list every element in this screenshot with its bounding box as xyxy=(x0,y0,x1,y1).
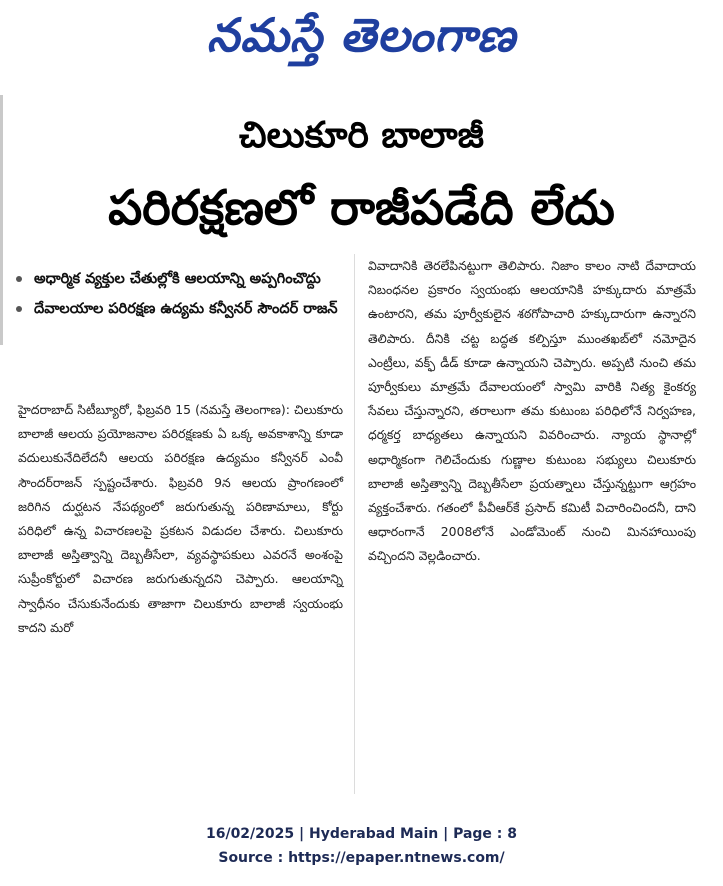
highlight-item xyxy=(14,268,344,290)
masthead-title: నమస్తే తెలంగాణ xyxy=(206,8,517,62)
footer xyxy=(0,822,723,870)
article-body-left: హైదరాబాద్ సిటీబ్యూరో, ఫిబ్రవరి 15 (నమస్తే తెలంగాణ): చిలుకూరు బాలాజీ ఆలయ ప్రయోజనాల పరిరక్షణకు ఏ ఒక్క అవకాశాన్ని కూడా వదులుకునేదిలేదనీ ఆలయ పరిరక్షణ ఉద్యమం కన్వీనర్ ఎంవీ సౌందర్‌రాజన్ స్పష్టంచేశారు. ఫిబ్రవరి 9న ఆలయ ప్రాంగణంలో జరిగిన దుర్ఘటన నేపథ్యంలో జరుగుతున్న పరిణామాలు, కోర్టు పరిధిలో ఉన్న విచారణలపై ప్రకటన విడుదల చేశారు. చిలుకూరు బాలాజీ అస్తిత్వాన్ని దెబ్బతీసేలా, వ్యవస్థాపకులు ఎవరనే అంశంపై సుప్రీంకోర్టులో విచారణ జరుగుతున్నదని చెప్పారు. ఆలయాన్ని స్వాధీనం చేసుకునేందుకు తాజాగా చిలుకూరు బాలాజీ స్వయంభు కాదని మరో xyxy=(18,402,343,635)
highlight-text: దేవాలయాల పరిరక్షణ ఉద్యమ కన్వీనర్ సౌందర్ రాజన్ xyxy=(34,301,338,317)
article-headline: పరిరక్షణలో రాజీపడేది లేదు xyxy=(108,180,615,236)
highlight-text: అధార్మిక వ్యక్తుల చేతుల్లోకి ఆలయాన్ని అప్పగించొద్దు xyxy=(34,271,321,287)
footer-source: Source : https://epaper.ntnews.com/ xyxy=(218,850,505,866)
bullet-icon xyxy=(16,306,22,312)
article-body-right: వివాదానికి తెరలేపినట్టుగా తెలిపారు. నిజాం కాలం నాటి దేవాదాయ నిబంధనల ప్రకారం స్వయంభు ఆలయానికి హక్కుదారు మాత్రమే ఉంటారని, తమ పూర్వీకులైన శఠగోపాచారి హక్కుదారుగా ఉన్నారని తెలిపారు. దీనికి చట్ట బద్ధత కల్పిస్తూ ముంతఖబ్‌లో నమోదైన ఎంట్రీలు, వక్ఫ్ డీడ్ కూడా ఉన్నాయని చెప్పారు. అప్పటి నుంచి తమ పూర్వీకులు మాత్రమే దేవాలయంలో స్వామి వారికి నిత్య కైంకర్య సేవలు చేస్తున్నారని, తరాలుగా తమ కుటుంబ పరిధిలోనే నిర్వహణ, ధర్మకర్త బాధ్యతలు ఉన్నాయని వివరించారు. న్యాయ స్థానాల్లో అధార్మికంగా గెలిచేందుకు గుణ్ణాల కుటుంబ సభ్యులు చిలుకూరు బాలాజీ అస్తిత్వాన్ని దెబ్బతీసేలా ప్రయత్నాలు చేస్తున్నట్టుగా ఆగ్రహం వ్యక్తంచేశారు. గతంలో పీవీఆర్‌కే ప్రసాద్ కమిటీ విచారించిందనీ, దాని ఆధారంగానే 2008లోనే ఎండోమెంట్ నుంచి మినహాయింపు వచ్చిందని వెల్లడించారు. xyxy=(368,258,696,564)
column-divider xyxy=(354,254,355,794)
bullet-icon xyxy=(16,276,22,282)
footer-edition: 16/02/2025 | Hyderabad Main | Page : 8 xyxy=(205,826,518,842)
masthead-logo xyxy=(0,4,723,78)
highlights-list xyxy=(14,268,344,328)
article-kicker: చిలుకూరి బాలాజీ xyxy=(239,115,484,156)
highlight-item xyxy=(14,298,344,320)
